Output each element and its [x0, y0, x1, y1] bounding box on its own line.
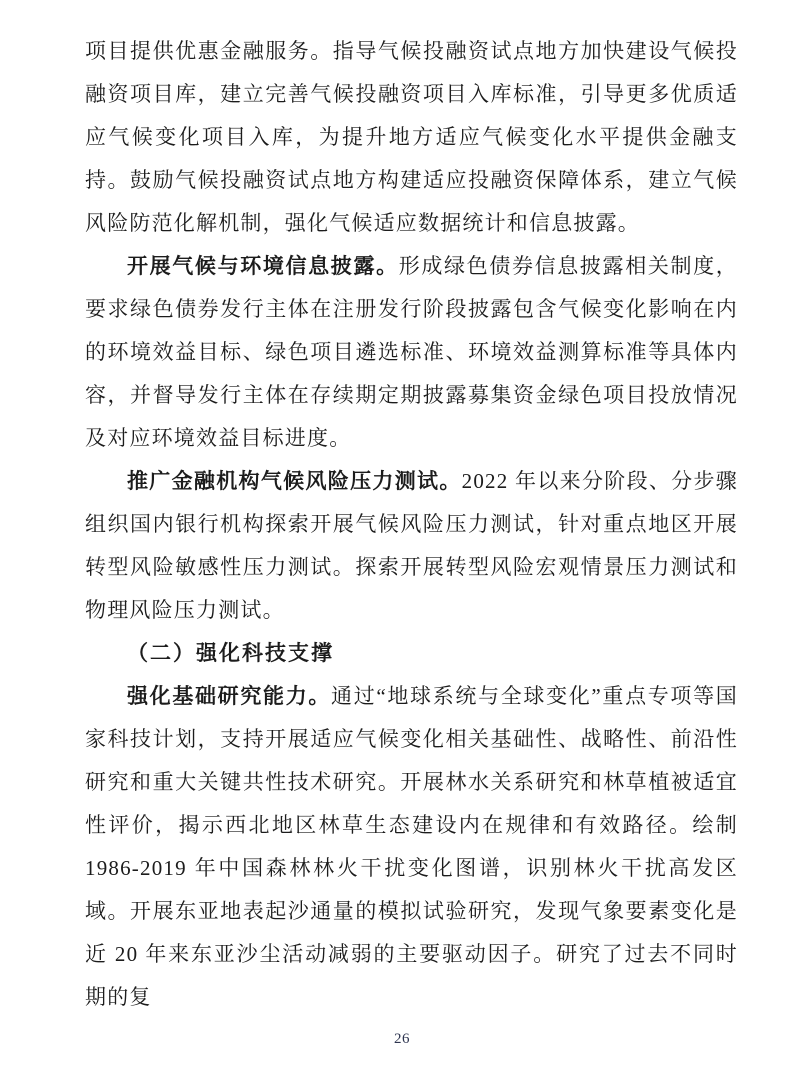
paragraph-text: 通过“地球系统与全球变化”重点专项等国家科技计划，支持开展适应气候变化相关基础性、战略性、前沿性研究和重大关键共性技术研究。开展林水关系研究和林草植被适宜性评价，揭示西北地区林草生态建设内在规律和有效路径。绘制 1986-2019 年中国森林林火干扰变化图谱，识别林火干扰高发区域。开展东亚地表起沙通量的模拟试验研究，发现气象要素变化是近 20 年来东亚沙尘活动减弱的主要驱动因子。研究了过去不同时期的复: [85, 684, 738, 1009]
paragraph-lead-bold: 强化基础研究能力。: [127, 684, 332, 708]
paragraph-basic-research-capacity: [85, 675, 738, 1019]
paragraph-climate-risk-stress-test: [85, 460, 738, 632]
paragraph-climate-finance-continuation: [85, 30, 738, 245]
paragraph-lead-bold: 推广金融机构气候风险压力测试。: [127, 469, 462, 493]
document-body: [85, 30, 738, 1019]
paragraph-climate-environment-disclosure: [85, 245, 738, 460]
paragraph-lead-bold: 开展气候与环境信息披露。: [127, 254, 399, 278]
paragraph-text: 形成绿色债券信息披露相关制度，要求绿色债券发行主体在注册发行阶段披露包含气候变化影响在内的环境效益目标、绿色项目遴选标准、环境效益测算标准等具体内容，并督导发行主体在存续期定期披露募集资金绿色项目投放情况及对应环境效益目标进度。: [85, 254, 738, 450]
page-number: 26: [394, 1031, 410, 1047]
paragraph-text: 项目提供优惠金融服务。指导气候投融资试点地方加快建设气候投融资项目库，建立完善气候投融资项目入库标准，引导更多优质适应气候变化项目入库，为提升地方适应气候变化水平提供金融支持。鼓励气候投融资试点地方构建适应投融资保障体系，建立气候风险防范化解机制，强化气候适应数据统计和信息披露。: [85, 39, 738, 235]
paragraph-text: 2022 年以来分阶段、分步骤组织国内银行机构探索开展气候风险压力测试，针对重点地区开展转型风险敏感性压力测试。探索开展转型风险宏观情景压力测试和物理风险压力测试。: [85, 469, 739, 622]
section-heading-strengthen-sci-tech-support: （二）强化科技支撑: [127, 641, 334, 665]
